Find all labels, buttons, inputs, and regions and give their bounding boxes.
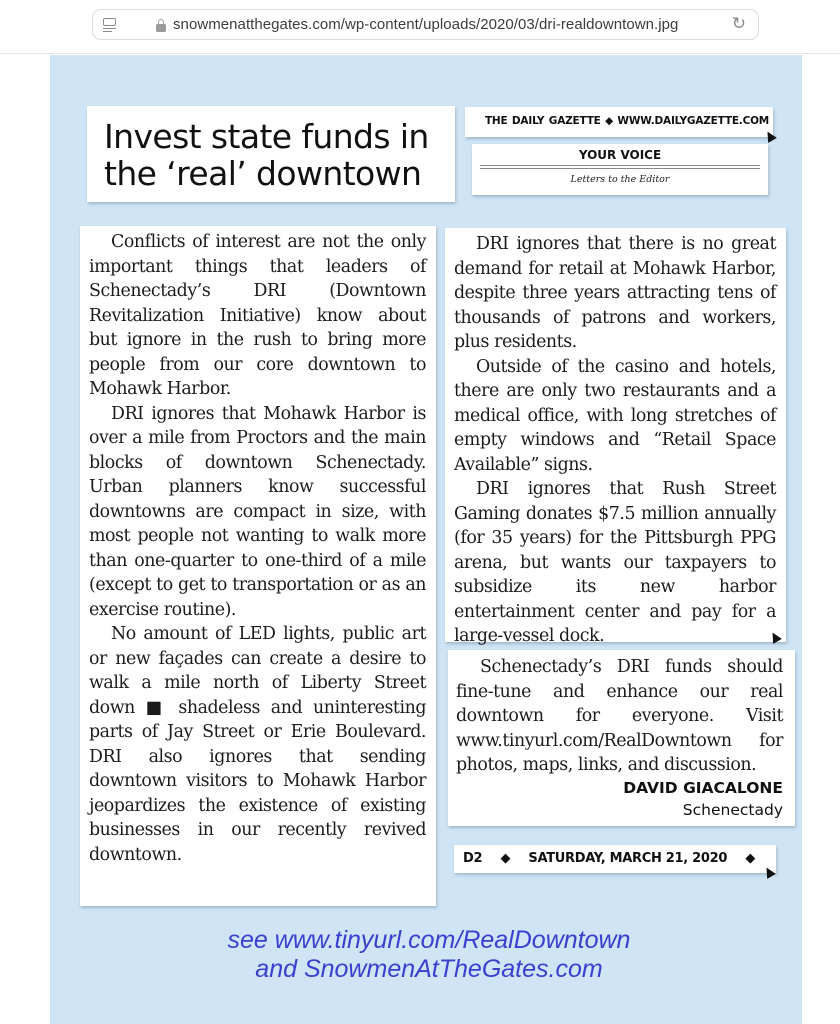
dateline-clipping [454, 845, 776, 873]
section-header-clipping [472, 144, 768, 195]
paragraph: DRI ignores that Mohawk Harbor is over a mile from Proctors and the main blocks of downtown Schenectady. Urban planners know successful downtowns are compact in size, with most people not wanting to walk more than one-quarter to one-third of a mile (except to get to transportation or as an exercise routine). [89, 403, 426, 620]
paragraph: DRI ignores that there is no great demand for retail at Mohawk Harbor, despite three years attracting tens of thousands of patrons and workers, plus residents. [454, 234, 776, 352]
masthead-clipping [465, 107, 773, 137]
headline-clipping [87, 106, 455, 202]
closing-clipping [448, 650, 795, 826]
paragraph: Outside of the casino and hotels, there are only two restaurants and a medical office, with long stretches of empty windows and “Retail Space Available” signs. [454, 356, 776, 475]
separator-diamond-icon: ◆ [500, 851, 511, 866]
publication-date: SATURDAY, MARCH 21, 2020 [528, 851, 728, 866]
signature [456, 778, 783, 821]
footer-caption [50, 926, 802, 984]
url-text[interactable]: snowmenatthegates.com/wp-content/uploads/2020/03/dri-realdowntown.jpg [173, 16, 679, 33]
paragraph: Conflicts of interest are not the only important things that leaders of Schenectady’s DRI (Downtown Revitalization Initiative) know about but ignore in the rush to bring more people from our core downtown to Mohawk Harbor. [89, 232, 426, 399]
left-column-clipping [80, 226, 436, 906]
section-rule [480, 165, 760, 169]
sidebar-icon[interactable] [103, 18, 116, 33]
author-town: Schenectady [682, 800, 783, 819]
address-bar[interactable] [92, 9, 759, 40]
headline-line-1: Invest state funds in [104, 117, 429, 156]
dateline [463, 851, 769, 866]
reload-icon[interactable]: ↻ [731, 14, 746, 33]
paragraph: No amount of LED lights, public art or new façades can create a desire to walk a mile north of Liberty Street down ■ shadeless and uninteresting parts of Jay Street or Erie Boulevard. DRI also ignores that sending downtown visitors to Mohawk Harbor jeopardizes the existence of existing businesses in our recently revived downtown. [89, 624, 426, 865]
headline-line-2: the ‘real’ downtown [104, 154, 422, 193]
closing-paragraph: Schenectady’s DRI funds should fine-tune and enhance our real downtown for everyone. Visit www.tinyurl.com/RealDowntown for photos, maps, links, and discussion. [456, 657, 783, 775]
browser-toolbar [0, 0, 840, 54]
separator-diamond-icon: ◆ [745, 851, 756, 866]
footer-line-2: and SnowmenAtTheGates.com [255, 955, 603, 983]
headline [104, 118, 429, 192]
author-name: DAVID GIACALONE [623, 778, 783, 797]
masthead-text: THE DAILY GAZETTE ◆ WWW.DAILYGAZETTE.COM [484, 115, 770, 127]
lock-icon [156, 19, 166, 32]
footer-line-1: see www.tinyurl.com/RealDowntown [227, 926, 631, 954]
section-subtitle: Letters to the Editor [570, 174, 670, 185]
page-label: D2 [463, 851, 483, 866]
section-title: YOUR VOICE [578, 148, 662, 162]
paragraph: DRI ignores that Rush Street Gaming donates $7.5 million annually (for 35 years) for the Pittsburgh PPG arena, but wants our taxpayers to subsidize its new harbor entertainment center and pay for a large-vessel dock. [454, 479, 776, 646]
right-column-clipping [445, 228, 786, 646]
